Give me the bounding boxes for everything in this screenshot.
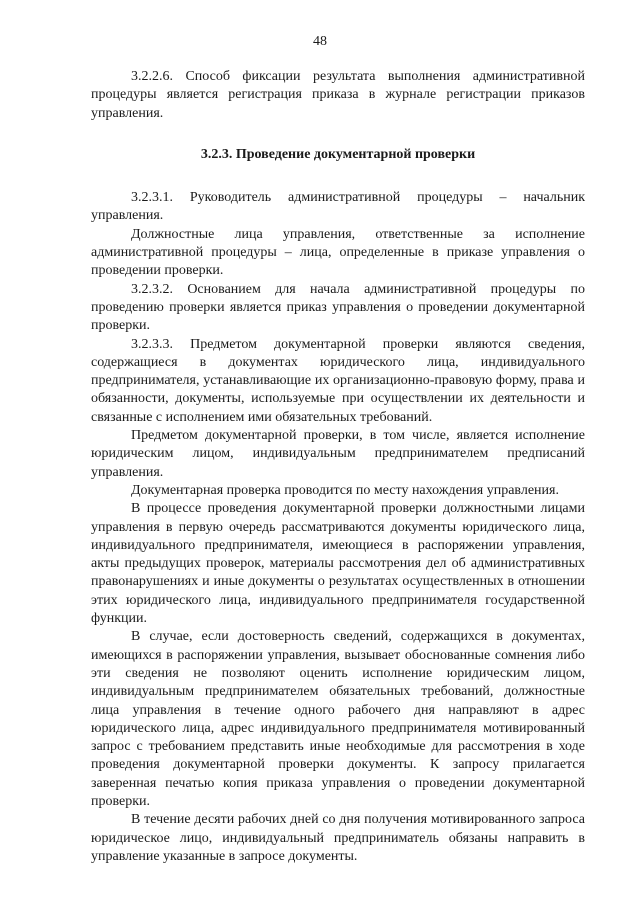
- paragraph-responsible-officials: Должностные лица управления, ответственные за исполнение административной процедуры – лица, определенные в приказе управления о проведении проверки.: [91, 226, 585, 279]
- document-body: [91, 68, 585, 866]
- page-number: 48: [313, 34, 327, 49]
- paragraph-3-2-3-1: 3.2.3.1. Руководитель административной процедуры – начальник управления.: [91, 190, 585, 224]
- paragraph-3-2-3-2: 3.2.3.2. Основанием для начала административной процедуры по проведению проверки является приказ управления о проведении документарной проверки.: [91, 281, 585, 334]
- paragraph-3-2-2-6: 3.2.2.6. Способ фиксации результата выполнения административной процедуры является регистрация приказа в журнале регистрации приказов управления.: [91, 69, 585, 121]
- paragraph-response-deadline: В течение десяти рабочих дней со дня получения мотивированного запроса юридическое лицо, индивидуальный предприниматель обязаны направить в управление указанные в запросе документы.: [91, 812, 585, 864]
- paragraph-inspection-process: В процессе проведения документарной проверки должностными лицами управления в первую очередь рассматриваются документы юридического лица, индивидуального предпринимателя, имеющиеся в распоряжении управления, акты предыдущих проверок, материалы рассмотрения дел об административных правонарушениях и иные документы о результатах осуществленных в отношении этих юридического лица, индивидуального предпринимателя государственной функции.: [91, 501, 585, 627]
- paragraph-inspection-location: Документарная проверка проводится по месту нахождения управления.: [131, 482, 559, 498]
- paragraph-3-2-3-3: 3.2.3.3. Предметом документарной проверки являются сведения, содержащиеся в документах юридического лица, индивидуального предпринимателя, устанавливающие их организационно-правовую форму, права и обязанности, документы, используемые при осуществлении их деятельности и связанные с исполнением ими обязательных требований.: [91, 336, 585, 425]
- section-heading: 3.2.3. Проведение документарной проверки: [200, 146, 476, 162]
- paragraph-request-for-documents: В случае, если достоверность сведений, содержащихся в документах, имеющихся в распоряжении управления, вызывает обоснованные сомнения либо эти сведения не позволяют оценить исполнение юридическим лицом, индивидуальным предпринимателем обязательных требований, должностные лица управления в течение одного рабочего дня направляют в адрес юридического лица, адрес индивидуального предпринимателя мотивированный запрос с требованием представить иные необходимые для рассмотрения в ходе проведения документарной проверки документы. К запросу прилагается заверенная печатью копия приказа управления о проведении документарной проверки.: [91, 629, 585, 809]
- paragraph-inspection-subject: Предметом документарной проверки, в том числе, является исполнение юридическим лицом, индивидуальным предпринимателем предписаний управления.: [91, 428, 585, 480]
